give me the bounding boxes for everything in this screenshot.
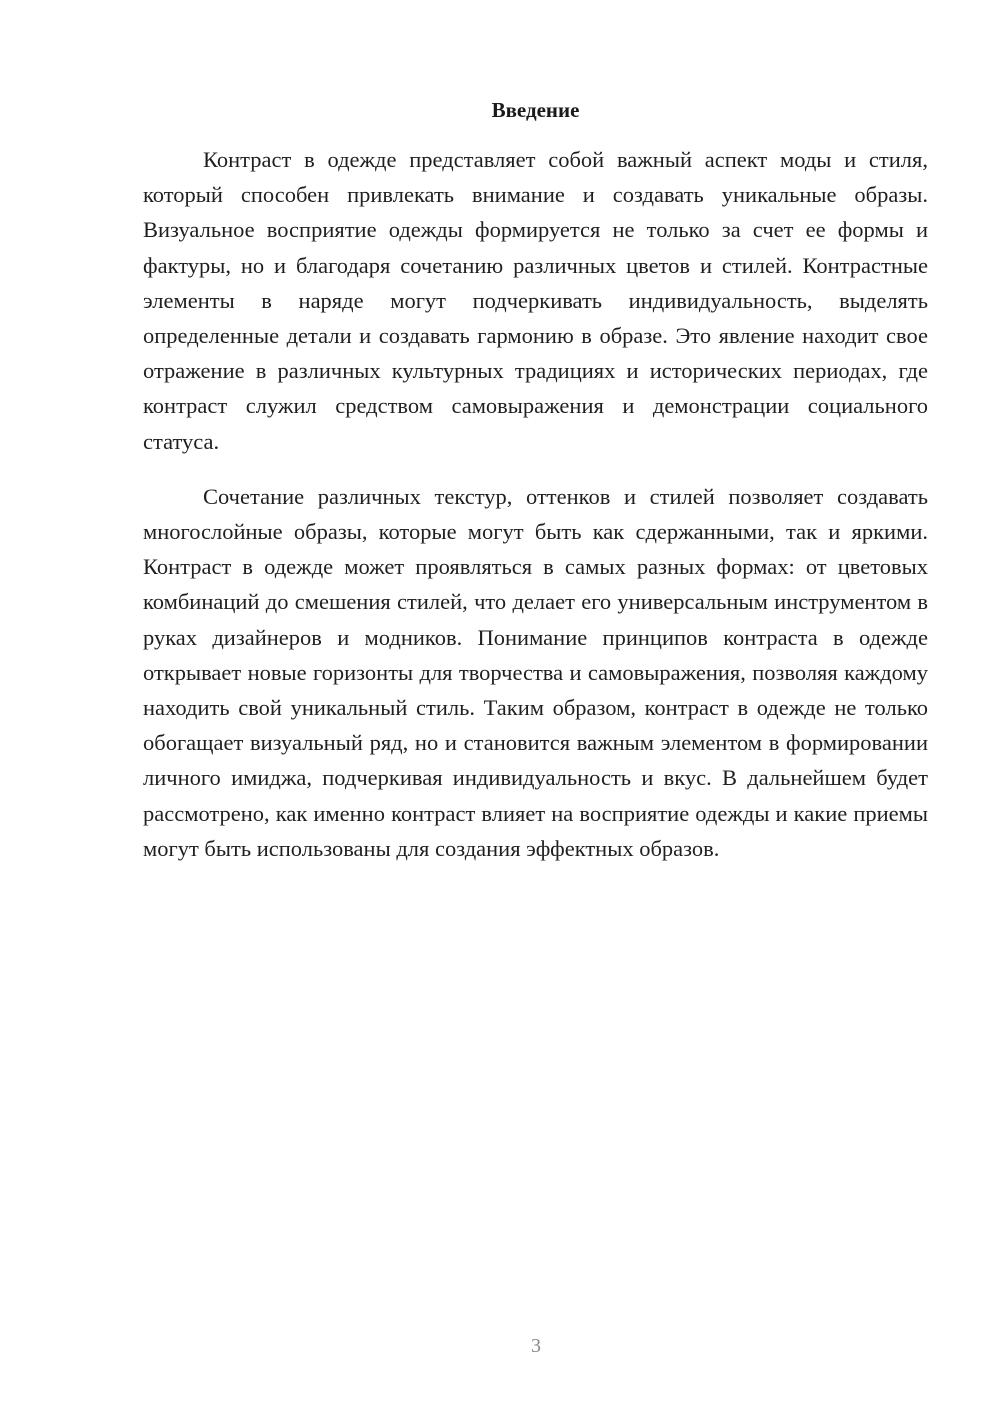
- document-body: [143, 94, 928, 866]
- section-heading: Введение: [491, 98, 580, 122]
- page-number: 3: [531, 1335, 541, 1357]
- paragraph-1: Контраст в одежде представляет собой важный аспект моды и стиля, который способен привлекать внимание и создавать уникальные образы. Визуальное восприятие одежды формируется не только за счет ее формы и фактуры, но и благодаря сочетанию различных цветов и стилей. Контрастные элементы в наряде могут подчеркивать индивидуальность, выделять определенные детали и создавать гармонию в образе. Это явление находит свое отражение в различных культурных традициях и исторических периодах, где контраст служил средством самовыражения и демонстрации социального статуса.: [143, 147, 928, 454]
- paragraph-2: Сочетание различных текстур, оттенков и стилей позволяет создавать многослойные образы, которые могут быть как сдержанными, так и яркими. Контраст в одежде может проявляться в самых разных формах: от цветовых комбинаций до смешения стилей, что делает его универсальным инструментом в руках дизайнеров и модников. Понимание принципов контраста в одежде открывает новые горизонты для творчества и самовыражения, позволяя каждому находить свой уникальный стиль. Таким образом, контраст в одежде не только обогащает визуальный ряд, но и становится важным элементом в формировании личного имиджа, подчеркивая индивидуальность и вкус. В дальнейшем будет рассмотрено, как именно контраст влияет на восприятие одежды и какие приемы могут быть использованы для создания эффектных образов.: [143, 483, 928, 861]
